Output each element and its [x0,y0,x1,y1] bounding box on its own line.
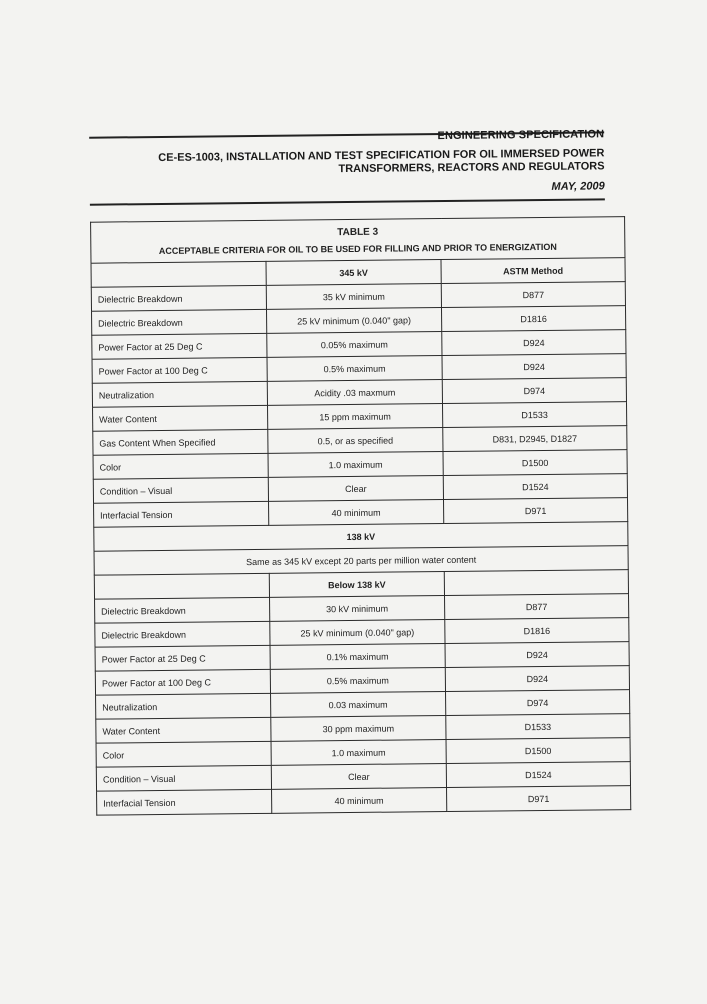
value-cell: 25 kV minimum (0.040" gap) [266,308,441,334]
method-cell: D971 [447,786,631,812]
header-bottom-rule [90,198,605,205]
table-caption-row [91,217,625,264]
method-cell: D877 [441,282,625,308]
value-cell: 0.1% maximum [270,644,445,670]
param-cell: Condition – Visual [93,477,268,503]
value-cell: Clear [268,476,443,502]
param-cell: Dielectric Breakdown [92,309,267,335]
param-cell: Color [96,741,271,767]
value-cell: 1.0 maximum [268,452,443,478]
method-cell: D831, D2945, D1827 [443,426,627,452]
spec-date: MAY, 2009 [551,180,605,193]
value-cell: 30 ppm maximum [271,716,446,742]
method-cell: D974 [442,378,626,404]
method-cell: D924 [445,666,629,692]
oil-criteria-table [90,216,631,816]
value-cell: Acidity .03 maxmum [267,380,442,406]
param-cell: Power Factor at 100 Deg C [92,357,267,383]
value-cell: 1.0 maximum [271,740,446,766]
param-cell: Water Content [93,405,268,431]
param-cell: Dielectric Breakdown [95,621,270,647]
value-cell: 35 kV minimum [266,284,441,310]
param-cell: Neutralization [92,381,267,407]
value-cell: 30 kV minimum [270,596,445,622]
method-cell: D1500 [443,450,627,476]
col-header-345kv: 345 kV [266,260,441,286]
section-138kv-heading: 138 kV [94,522,628,552]
method-cell: D877 [445,594,629,620]
section-138kv-note: Same as 345 kV except 20 parts per million water content [94,546,628,576]
param-cell: Power Factor at 100 Deg C [95,669,270,695]
method-cell: D924 [442,354,626,380]
method-cell: D924 [442,330,626,356]
col-header-astm: ASTM Method [441,258,625,284]
param-cell: Gas Content When Specified [93,429,268,455]
value-cell: Clear [271,764,446,790]
param-cell: Condition – Visual [96,765,271,791]
col-header-below-138kv: Below 138 kV [269,572,444,598]
method-cell: D1533 [446,714,630,740]
param-cell: Power Factor at 25 Deg C [92,333,267,359]
method-cell: D924 [445,642,629,668]
param-cell: Interfacial Tension [94,501,269,527]
method-cell: D1524 [446,762,630,788]
value-cell: 0.03 maximum [271,692,446,718]
method-cell: D1524 [443,474,627,500]
method-cell: D1533 [442,402,626,428]
value-cell: 15 ppm maximum [268,404,443,430]
method-cell: D1816 [441,306,625,332]
value-cell: 0.5, or as specified [268,428,443,454]
value-cell: 0.05% maximum [267,332,442,358]
param-cell: Water Content [96,717,271,743]
param-cell: Color [93,453,268,479]
table-row [97,786,631,816]
param-cell: Dielectric Breakdown [95,597,270,623]
header-blank-cell [91,261,266,287]
method-cell: D1816 [445,618,629,644]
header-blank-cell [444,570,628,596]
param-cell: Power Factor at 25 Deg C [95,645,270,671]
value-cell: 25 kV minimum (0.040" gap) [270,620,445,646]
method-cell: D974 [446,690,630,716]
spec-title: ENGINEERING SPECIFICATION [437,128,605,143]
value-cell: 40 minimum [272,788,447,814]
table-caption: ACCEPTABLE CRITERIA FOR OIL TO BE USED FOR FILLING AND PRIOR TO ENERGIZATION [158,241,557,256]
header-blank-cell [94,573,269,599]
table-caption-cell [91,217,625,264]
param-cell: Neutralization [96,693,271,719]
method-cell: D971 [444,498,628,524]
param-cell: Dielectric Breakdown [91,285,266,311]
method-cell: D1500 [446,738,630,764]
param-cell: Interfacial Tension [97,789,272,815]
spec-subtitle-line1: CE-ES-1003, INSTALLATION AND TEST SPECIFICATION FOR OIL IMMERSED POWER [158,147,605,164]
table-title: TABLE 3 [337,226,379,238]
value-cell: 0.5% maximum [267,356,442,382]
spec-subtitle-line2: TRANSFORMERS, REACTORS AND REGULATORS [338,160,605,176]
value-cell: 0.5% maximum [270,668,445,694]
value-cell: 40 minimum [269,500,444,526]
